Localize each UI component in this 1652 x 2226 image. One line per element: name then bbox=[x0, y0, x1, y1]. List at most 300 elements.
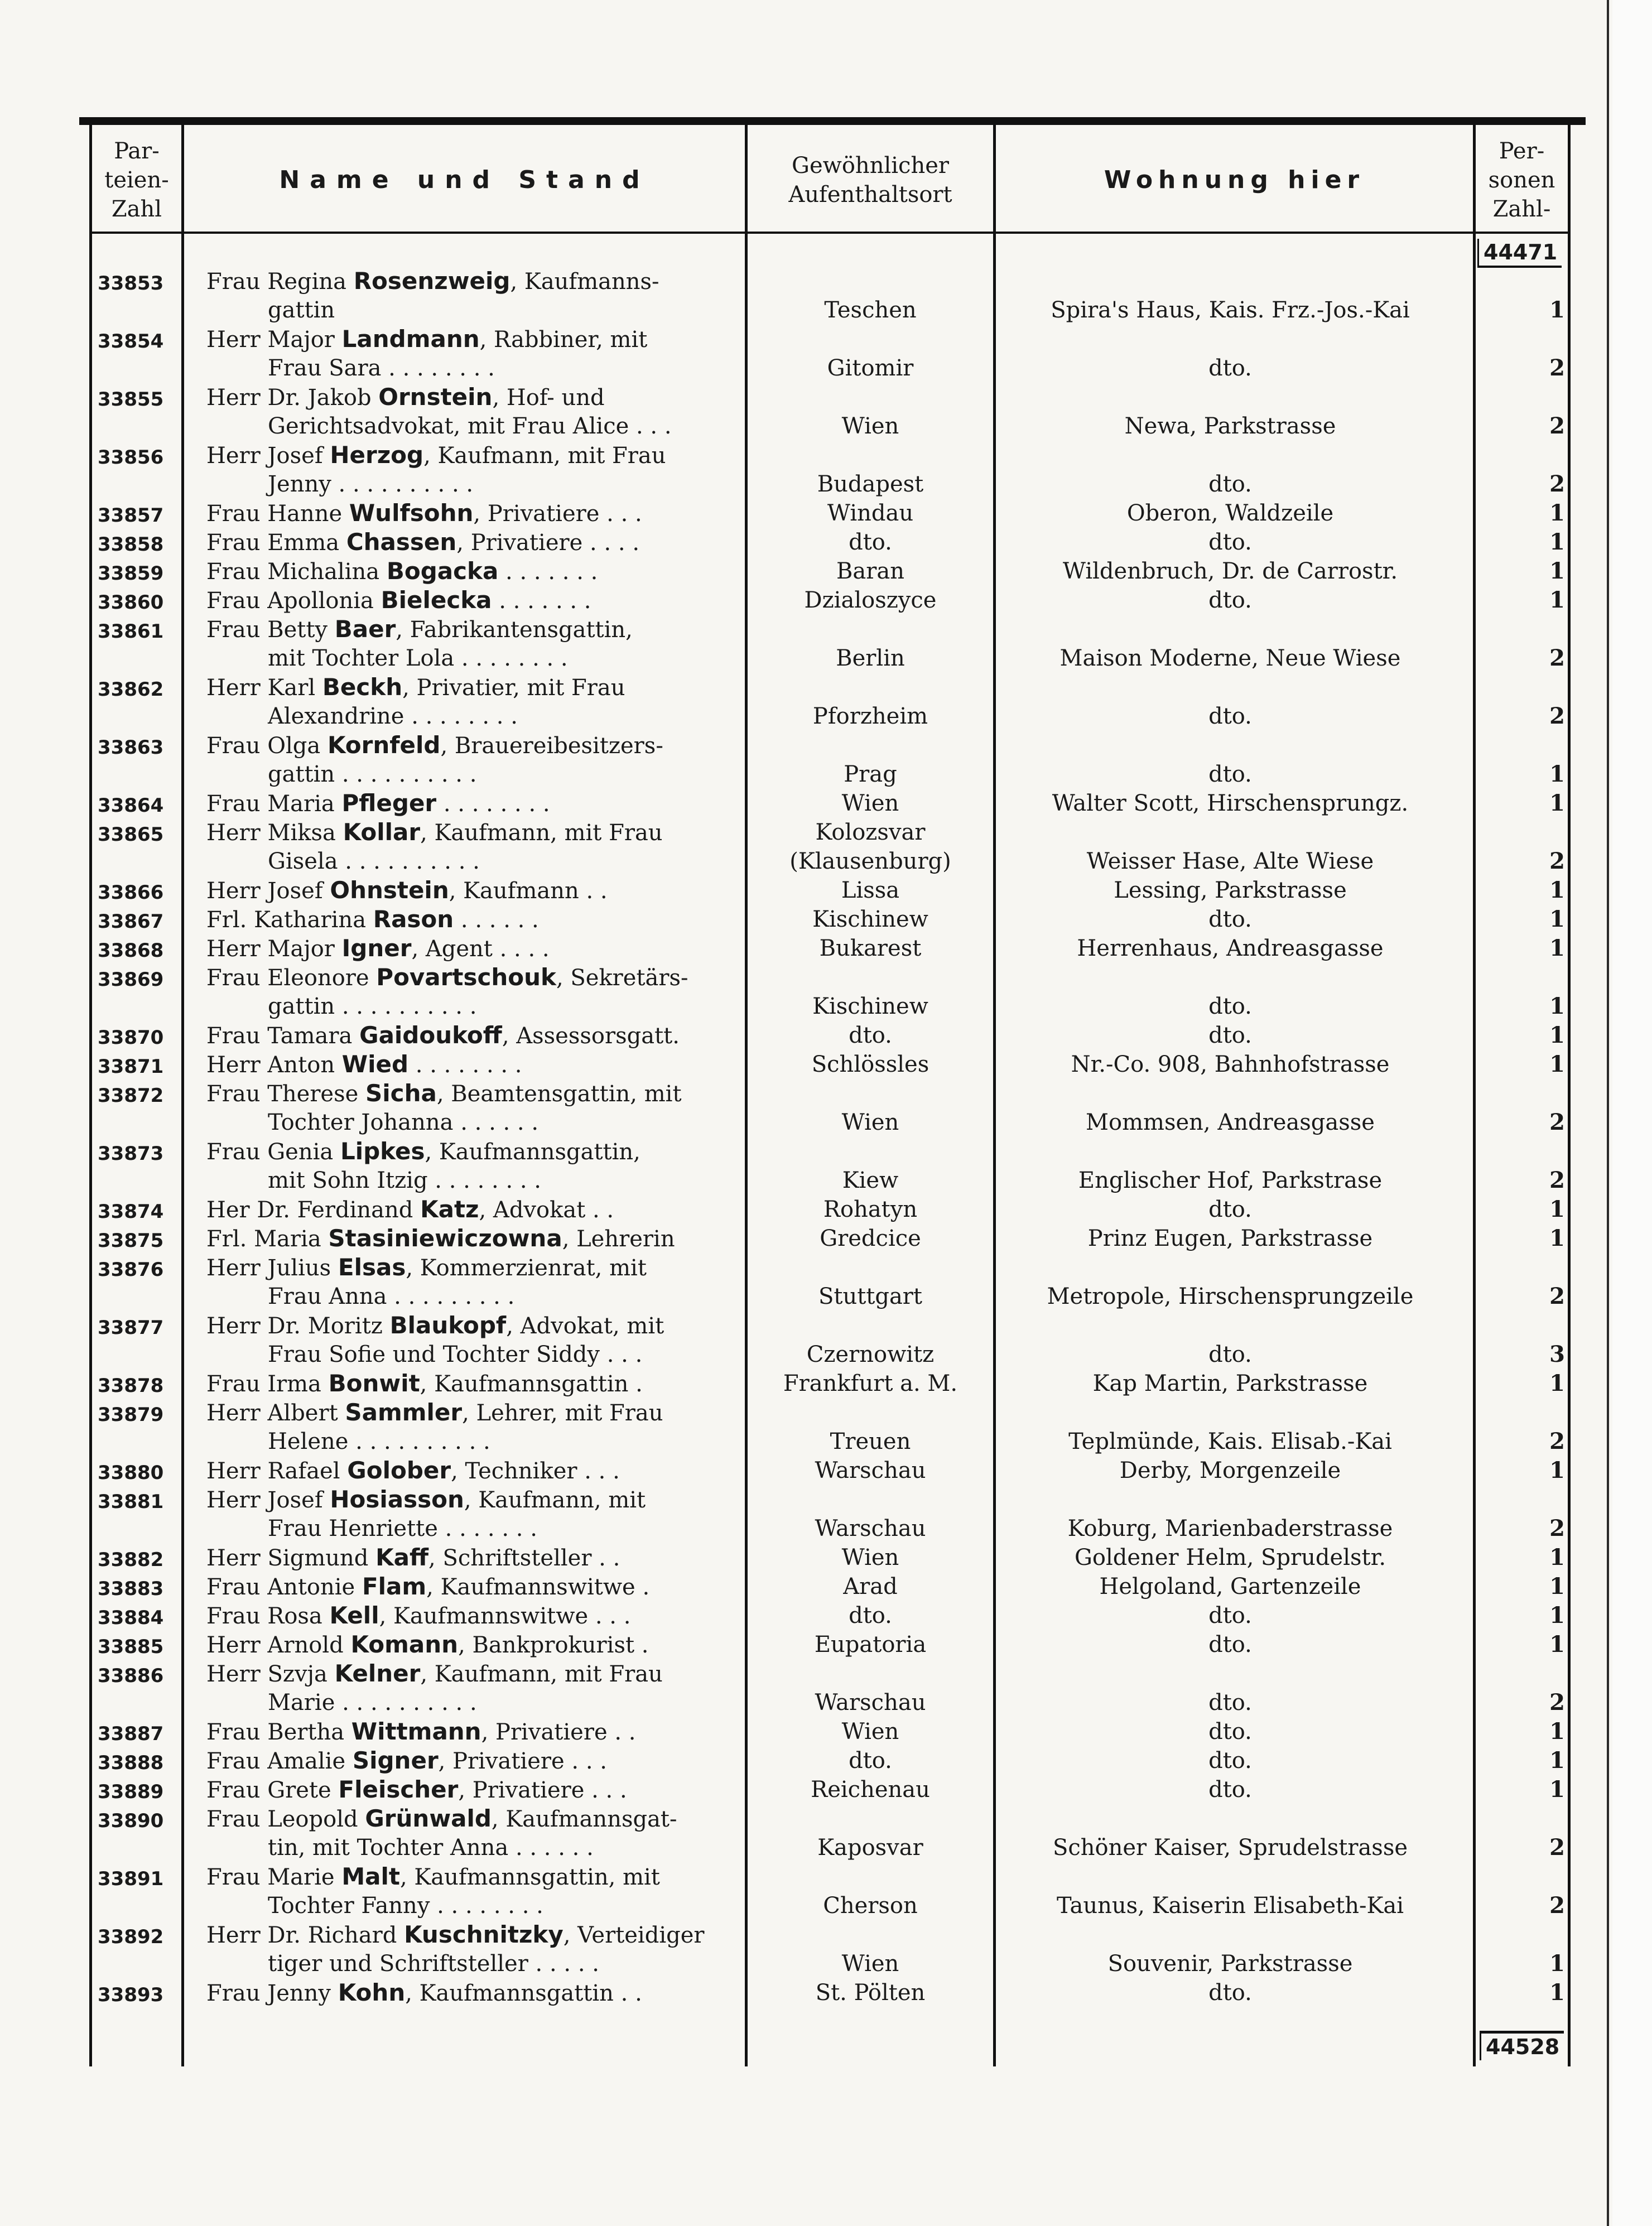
entry-name bbox=[206, 905, 539, 934]
entry-place: Kiew bbox=[842, 1168, 899, 1193]
entry-place: Kischinew bbox=[812, 907, 928, 932]
entry-surname: Kell bbox=[329, 1602, 379, 1629]
entry-place: Warschau bbox=[815, 1458, 926, 1483]
entry-number: 33890 bbox=[98, 1810, 164, 1832]
entry-address: dto. bbox=[1208, 1342, 1252, 1367]
entry-person-count: 2 bbox=[1549, 1515, 1565, 1541]
entry-title: Frau Therese bbox=[206, 1081, 366, 1107]
entry-place: Eupatoria bbox=[814, 1632, 927, 1658]
entry-surname: Bielecka bbox=[381, 586, 492, 614]
entry-role: . . . . . . . . bbox=[408, 1052, 522, 1078]
entry-number: 33889 bbox=[98, 1781, 164, 1803]
entry-name bbox=[206, 586, 591, 615]
entry-name bbox=[206, 963, 688, 992]
entry-surname: Povartschouk bbox=[376, 963, 556, 991]
entry-surname: Kohn bbox=[338, 1979, 406, 2006]
entry-place: dto. bbox=[849, 1603, 892, 1628]
entry-person-count: 2 bbox=[1549, 1834, 1565, 1861]
entry-surname: Stasiniewiczowna bbox=[328, 1225, 562, 1252]
entry-person-count: 1 bbox=[1549, 906, 1565, 932]
entry-place: Baran bbox=[836, 558, 904, 584]
entry-person-count: 1 bbox=[1549, 1631, 1565, 1658]
entry-role: . . . . . . bbox=[454, 907, 539, 933]
entry-role: . . . . . . . . bbox=[436, 791, 550, 817]
entry-title: Herr Rafael bbox=[206, 1458, 348, 1484]
entry-role: , Kaufmann, mit Frau bbox=[423, 443, 666, 469]
entry-place: Wien bbox=[841, 791, 899, 816]
entry-number: 33864 bbox=[98, 794, 164, 817]
entry-title: Herr Major bbox=[206, 936, 342, 962]
header-personen-line3: Zahl- bbox=[1492, 196, 1551, 222]
entry-person-count: 1 bbox=[1549, 1457, 1565, 1483]
entry-title: Frau Irma bbox=[206, 1371, 329, 1397]
entry-surname: Ohnstein bbox=[330, 876, 449, 904]
entry-surname: Fleischer bbox=[338, 1776, 459, 1803]
entry-title: Frau Grete bbox=[206, 1777, 339, 1803]
entry-number: 33863 bbox=[98, 736, 164, 759]
entry-place: Pforzheim bbox=[812, 704, 928, 729]
header-aufenthalt-line1: Gewöhnlicher bbox=[791, 152, 949, 179]
entry-address: dto. bbox=[1208, 1748, 1252, 1774]
entry-role: , Agent . . . . bbox=[411, 936, 550, 962]
entry-name bbox=[206, 731, 663, 760]
entry-role: , Fabrikantensgattin, bbox=[396, 617, 633, 643]
entry-number: 33877 bbox=[98, 1317, 164, 1339]
entry-person-count: 1 bbox=[1549, 500, 1565, 526]
entry-name-continuation: gattin . . . . . . . . . . bbox=[268, 762, 477, 787]
entry-place: Kischinew bbox=[812, 994, 928, 1019]
entry-address: Spira's Haus, Kais. Frz.-Jos.-Kai bbox=[1051, 297, 1410, 323]
entry-title: Herr Julius bbox=[206, 1255, 338, 1281]
entry-name-continuation: gattin . . . . . . . . . . bbox=[268, 994, 477, 1019]
entry-role: , Advokat, mit bbox=[506, 1313, 664, 1339]
entry-role: , Kaufmann . . bbox=[449, 878, 608, 904]
entry-address: dto. bbox=[1208, 1197, 1252, 1222]
entry-name-continuation: Jenny . . . . . . . . . . bbox=[268, 471, 474, 497]
entry-surname: Landmann bbox=[341, 325, 480, 353]
entry-surname: Ornstein bbox=[378, 383, 493, 411]
entry-surname: Rason bbox=[373, 905, 454, 933]
entry-name-continuation: tin, mit Tochter Anna . . . . . . bbox=[268, 1835, 594, 1861]
entry-name-continuation: Gerichtsadvokat, mit Frau Alice . . . bbox=[268, 413, 672, 439]
entry-role: , Verteidiger bbox=[563, 1923, 705, 1948]
entry-surname: Wied bbox=[341, 1051, 409, 1078]
entry-place: Lissa bbox=[841, 878, 900, 903]
entry-address: Maison Moderne, Neue Wiese bbox=[1059, 645, 1401, 671]
entry-name bbox=[206, 1224, 675, 1254]
entry-title: Frau Leopold bbox=[206, 1806, 365, 1832]
entry-number: 33876 bbox=[98, 1259, 164, 1281]
entry-person-count: 1 bbox=[1549, 1196, 1565, 1222]
entry-number: 33856 bbox=[98, 446, 164, 469]
entry-surname: Bonwit bbox=[328, 1370, 420, 1397]
entry-place: Budapest bbox=[817, 471, 924, 497]
entry-person-count: 2 bbox=[1549, 645, 1565, 671]
entry-surname: Bogacka bbox=[386, 557, 499, 585]
entry-address: dto. bbox=[1208, 907, 1252, 932]
entry-address: Oberon, Waldzeile bbox=[1126, 500, 1334, 526]
header-parteien-line1: Par- bbox=[114, 138, 160, 164]
entry-person-count: 1 bbox=[1549, 587, 1565, 613]
entry-place: Wien bbox=[841, 1545, 899, 1570]
entry-address: dto. bbox=[1208, 1632, 1252, 1658]
entry-surname: Kornfeld bbox=[327, 731, 441, 759]
entry-title: Herr Miksa bbox=[206, 820, 343, 846]
entry-name bbox=[206, 1659, 663, 1689]
entry-role: , Kaufmann, mit bbox=[464, 1487, 646, 1513]
entry-person-count: 1 bbox=[1549, 1051, 1565, 1077]
entry-person-count: 1 bbox=[1549, 790, 1565, 816]
entry-person-count: 1 bbox=[1549, 1602, 1565, 1628]
entry-title: Herr Anton bbox=[206, 1052, 342, 1078]
entry-person-count: 2 bbox=[1549, 1689, 1565, 1716]
entry-surname: Grünwald bbox=[365, 1805, 492, 1832]
entry-address: Nr.-Co. 908, Bahnhofstrasse bbox=[1071, 1052, 1390, 1077]
entry-role: , Bankprokurist . bbox=[458, 1632, 649, 1658]
entry-title: Frau Michalina bbox=[206, 559, 387, 585]
entry-address: Helgoland, Gartenzeile bbox=[1099, 1574, 1361, 1599]
entry-surname: Katz bbox=[420, 1196, 479, 1223]
entry-place: Cherson bbox=[823, 1893, 918, 1919]
entry-address: dto. bbox=[1208, 1719, 1252, 1745]
entry-role: , Kaufmannsgattin, bbox=[425, 1139, 640, 1165]
header-personen-line2: sonen bbox=[1488, 167, 1555, 193]
entry-number: 33883 bbox=[98, 1578, 164, 1600]
entry-name bbox=[206, 789, 550, 818]
entry-title: Frau Emma bbox=[206, 530, 346, 556]
entry-address: dto. bbox=[1208, 355, 1252, 381]
entry-surname: Flam bbox=[362, 1573, 427, 1600]
entry-person-count: 1 bbox=[1549, 1718, 1565, 1745]
entry-surname: Kaff bbox=[375, 1544, 429, 1571]
entry-role: , Kommerzienrat, mit bbox=[406, 1255, 647, 1281]
entry-role: , Schriftsteller . . bbox=[428, 1545, 620, 1571]
entry-role: , Privatiere . . . bbox=[473, 501, 642, 527]
entry-name bbox=[206, 876, 608, 905]
entry-title: Herr Josef bbox=[206, 1487, 330, 1513]
entry-number: 33882 bbox=[98, 1549, 164, 1571]
entry-role: , Privatiere . . bbox=[481, 1719, 636, 1745]
entry-person-count: 1 bbox=[1549, 529, 1565, 555]
entry-address: Walter Scott, Hirschensprungz. bbox=[1052, 791, 1409, 816]
entry-number: 33891 bbox=[98, 1868, 164, 1890]
entry-surname: Gaidoukoff bbox=[359, 1022, 502, 1049]
entry-number: 33855 bbox=[98, 388, 164, 411]
entry-number: 33880 bbox=[98, 1462, 164, 1484]
entry-place: Treuen bbox=[830, 1429, 911, 1454]
entry-name bbox=[206, 1543, 620, 1573]
entry-title: Herr Karl bbox=[206, 675, 322, 701]
entry-role: , Sekretärs- bbox=[556, 965, 688, 991]
entry-role: , Privatiere . . . . bbox=[456, 530, 640, 556]
entry-name bbox=[206, 1717, 636, 1747]
entry-name bbox=[206, 818, 663, 847]
entry-number: 33878 bbox=[98, 1375, 164, 1397]
entry-surname: Hosiasson bbox=[330, 1486, 464, 1513]
header-personen-line1: Per- bbox=[1499, 138, 1545, 164]
entry-address: dto. bbox=[1208, 994, 1252, 1019]
entry-address: Metropole, Hirschensprungzeile bbox=[1047, 1284, 1414, 1309]
entry-place: Windau bbox=[827, 500, 914, 526]
header-name-label: Name und Stand bbox=[279, 166, 650, 194]
entry-surname: Malt bbox=[341, 1863, 400, 1890]
entry-number: 33873 bbox=[98, 1143, 164, 1165]
entry-role: , Beamtensgattin, mit bbox=[436, 1081, 682, 1107]
entry-title: Frau Eleonore bbox=[206, 965, 377, 991]
entry-address: Koburg, Marienbaderstrasse bbox=[1067, 1516, 1393, 1541]
entry-address: Prinz Eugen, Parkstrasse bbox=[1087, 1226, 1373, 1251]
entry-place: Bukarest bbox=[819, 936, 922, 961]
entry-title: Frau Maria bbox=[206, 791, 342, 817]
entry-surname: Beckh bbox=[322, 673, 403, 701]
entry-name-continuation: Frau Henriette . . . . . . . bbox=[268, 1516, 537, 1541]
entry-title: Frl. Maria bbox=[206, 1226, 329, 1252]
entry-role: , Kaufmannsgattin . . bbox=[405, 1981, 642, 2006]
entry-person-count: 1 bbox=[1549, 1370, 1565, 1396]
entry-number: 33860 bbox=[98, 591, 164, 614]
entry-place: dto. bbox=[849, 1023, 892, 1048]
entry-place: Kaposvar bbox=[817, 1835, 923, 1861]
entry-role: , Kaufmannswitwe . . . bbox=[379, 1603, 631, 1629]
entry-role: . . . . . . . bbox=[498, 559, 598, 585]
entry-place: Wien bbox=[841, 1951, 899, 1977]
entry-name bbox=[206, 441, 666, 470]
header-parteien-line2: teien- bbox=[104, 167, 169, 193]
entry-role: , Lehrer, mit Frau bbox=[462, 1400, 663, 1426]
entry-name bbox=[206, 1572, 649, 1602]
entry-number: 33892 bbox=[98, 1926, 164, 1948]
entry-title: Frl. Katharina bbox=[206, 907, 373, 933]
entry-name bbox=[206, 1195, 614, 1225]
entry-number: 33879 bbox=[98, 1404, 164, 1426]
entry-address: dto. bbox=[1208, 1690, 1252, 1716]
entry-place: Warschau bbox=[815, 1690, 926, 1716]
entry-person-count: 1 bbox=[1549, 1979, 1565, 2006]
entry-person-count: 2 bbox=[1549, 1428, 1565, 1454]
entry-person-count: 1 bbox=[1549, 1747, 1565, 1774]
entry-role: , Brauereibesitzers- bbox=[440, 733, 663, 759]
entry-title: Herr Josef bbox=[206, 443, 330, 469]
entry-number: 33888 bbox=[98, 1752, 164, 1774]
entry-surname: Blaukopf bbox=[389, 1312, 507, 1339]
entry-person-count: 2 bbox=[1549, 1283, 1565, 1309]
entry-person-count: 1 bbox=[1549, 1776, 1565, 1803]
entry-name-continuation: mit Tochter Lola . . . . . . . . bbox=[268, 645, 568, 671]
entry-name-continuation: gattin bbox=[268, 297, 335, 323]
entry-surname: Komann bbox=[350, 1631, 459, 1658]
entry-role: , Kaufmannsgat- bbox=[491, 1806, 677, 1832]
entry-place: Gitomir bbox=[827, 355, 914, 381]
entry-person-count: 1 bbox=[1549, 877, 1565, 903]
entry-surname: Sammler bbox=[345, 1399, 463, 1426]
entry-title: Frau Regina bbox=[206, 269, 354, 295]
entry-name bbox=[206, 557, 598, 586]
entry-address: Wildenbruch, Dr. de Carrostr. bbox=[1062, 558, 1398, 584]
entry-role: , Advokat . . bbox=[479, 1197, 614, 1223]
entry-address: dto. bbox=[1208, 587, 1252, 613]
entry-person-count: 3 bbox=[1549, 1341, 1565, 1367]
entry-surname: Lipkes bbox=[340, 1138, 425, 1165]
entry-title: Herr Josef bbox=[206, 878, 330, 904]
entry-number: 33884 bbox=[98, 1607, 164, 1629]
entry-title: Herr Albert bbox=[206, 1400, 345, 1426]
entry-number: 33869 bbox=[98, 969, 164, 991]
entry-place: Gredcice bbox=[820, 1226, 921, 1251]
entry-title: Frau Tamara bbox=[206, 1023, 360, 1049]
entry-place: Stuttgart bbox=[818, 1284, 923, 1309]
entry-title: Frau Marie bbox=[206, 1864, 342, 1890]
entry-surname: Elsas bbox=[338, 1254, 406, 1281]
entry-surname: Kollar bbox=[343, 818, 421, 846]
entry-number: 33872 bbox=[98, 1085, 164, 1107]
entry-name bbox=[206, 1978, 642, 2008]
entry-person-count: 1 bbox=[1549, 1022, 1565, 1048]
entry-title: Her Dr. Ferdinand bbox=[206, 1197, 421, 1223]
entry-name bbox=[206, 615, 633, 644]
entry-place: Reichenau bbox=[811, 1777, 930, 1803]
entry-person-count: 2 bbox=[1549, 703, 1565, 729]
entry-role: , Privatiere . . . bbox=[438, 1748, 607, 1774]
entry-place: St. Pölten bbox=[815, 1980, 926, 2006]
entry-title: Herr Arnold bbox=[206, 1632, 351, 1658]
entry-role: , Hof- und bbox=[492, 385, 605, 411]
entry-role: , Techniker . . . bbox=[451, 1458, 620, 1484]
entry-person-count: 2 bbox=[1549, 848, 1565, 874]
entry-number: 33885 bbox=[98, 1636, 164, 1658]
entry-address: Lessing, Parkstrasse bbox=[1114, 878, 1347, 903]
entry-role: , Privatier, mit Frau bbox=[402, 675, 625, 701]
entry-surname: Pfleger bbox=[341, 789, 437, 817]
entry-title: Frau Amalie bbox=[206, 1748, 353, 1774]
entry-person-count: 1 bbox=[1549, 761, 1565, 787]
entry-address: dto. bbox=[1208, 1777, 1252, 1803]
entry-address: dto. bbox=[1208, 529, 1252, 555]
entry-place: Rohatyn bbox=[823, 1197, 918, 1222]
entry-name-continuation: Tochter Johanna . . . . . . bbox=[268, 1110, 539, 1135]
entry-title: Herr Dr. Jakob bbox=[206, 385, 379, 411]
entry-title: Herr Szvja bbox=[206, 1661, 335, 1687]
entry-title: Frau Jenny bbox=[206, 1981, 338, 2006]
entry-name-continuation: Tochter Fanny . . . . . . . . bbox=[268, 1893, 543, 1919]
entry-role: , Kaufmannsgattin . bbox=[420, 1371, 643, 1397]
entry-surname: Baer bbox=[334, 615, 396, 643]
entry-place: Frankfurt a. M. bbox=[783, 1371, 958, 1396]
entry-name bbox=[206, 1021, 680, 1051]
entry-person-count: 2 bbox=[1549, 1109, 1565, 1135]
entry-place: Wien bbox=[841, 413, 899, 439]
entry-address: Taunus, Kaiserin Elisabeth-Kai bbox=[1056, 1893, 1404, 1919]
entry-place: dto. bbox=[849, 529, 892, 555]
entry-role: , Lehrerin bbox=[562, 1226, 675, 1252]
entry-name bbox=[206, 1079, 682, 1109]
entry-place: Wien bbox=[841, 1110, 899, 1135]
entry-role: , Assessorsgatt. bbox=[502, 1023, 680, 1049]
entry-name bbox=[206, 267, 659, 296]
entry-role: . . . . . . . bbox=[492, 588, 591, 614]
entry-name bbox=[206, 1050, 522, 1080]
entry-title: Frau Betty bbox=[206, 617, 335, 643]
entry-person-count: 1 bbox=[1549, 297, 1565, 323]
entry-title: Frau Apollonia bbox=[206, 588, 381, 614]
entry-name bbox=[206, 1746, 607, 1776]
entry-address: Herrenhaus, Andreasgasse bbox=[1077, 936, 1384, 961]
entry-name bbox=[206, 1862, 660, 1892]
entry-name bbox=[206, 1485, 646, 1515]
entry-name bbox=[206, 1601, 630, 1631]
header-parteien-line3: Zahl bbox=[111, 196, 162, 222]
entry-name-continuation: mit Sohn Itzig . . . . . . . . bbox=[268, 1168, 542, 1193]
entry-name bbox=[206, 1920, 705, 1950]
entry-surname: Kuschnitzky bbox=[404, 1921, 563, 1948]
entry-place: Warschau bbox=[815, 1516, 926, 1541]
entry-title: Frau Bertha bbox=[206, 1719, 351, 1745]
entry-name bbox=[206, 1137, 640, 1167]
entry-surname: Rosenzweig bbox=[353, 267, 510, 295]
entry-address: dto. bbox=[1208, 471, 1252, 497]
entry-place: Czernowitz bbox=[806, 1342, 935, 1367]
entry-title: Frau Olga bbox=[206, 733, 327, 759]
entry-name bbox=[206, 383, 605, 412]
entry-address: Newa, Parkstrasse bbox=[1124, 413, 1336, 439]
entry-title: Herr Dr. Moritz bbox=[206, 1313, 390, 1339]
entry-person-count: 2 bbox=[1549, 471, 1565, 497]
entry-surname: Golober bbox=[347, 1457, 451, 1484]
entry-name bbox=[206, 499, 642, 528]
entry-name-continuation: Alexandrine . . . . . . . . bbox=[268, 704, 518, 729]
entry-number: 33887 bbox=[98, 1723, 164, 1745]
entry-number: 33861 bbox=[98, 620, 164, 643]
entry-surname: Wittmann bbox=[351, 1718, 481, 1745]
entry-name bbox=[206, 1311, 664, 1341]
entry-place: Berlin bbox=[836, 645, 905, 671]
entry-name-continuation: Frau Anna . . . . . . . . . bbox=[268, 1284, 515, 1309]
entry-title: Herr Major bbox=[206, 327, 342, 353]
entry-number: 33871 bbox=[98, 1056, 164, 1078]
entry-address: dto. bbox=[1208, 1023, 1252, 1048]
entry-name bbox=[206, 673, 625, 702]
entry-place: Schlössles bbox=[811, 1052, 929, 1077]
entry-address: Teplmünde, Kais. Elisab.-Kai bbox=[1068, 1429, 1392, 1454]
entry-name bbox=[206, 1398, 663, 1428]
header-aufenthalt-line2: Aufenthaltsort bbox=[788, 181, 952, 208]
entry-place-detail: (Klausenburg) bbox=[789, 849, 951, 874]
entry-number: 33874 bbox=[98, 1201, 164, 1223]
carried-over-total: 44471 bbox=[1477, 239, 1562, 268]
entry-person-count: 2 bbox=[1549, 1892, 1565, 1919]
entry-surname: Herzog bbox=[330, 441, 424, 469]
entry-address: Englischer Hof, Parkstrase bbox=[1078, 1168, 1383, 1193]
entry-person-count: 1 bbox=[1549, 1573, 1565, 1599]
entry-name bbox=[206, 1369, 643, 1399]
entry-role: , Kaufmanns- bbox=[510, 269, 659, 295]
entry-person-count: 1 bbox=[1549, 1225, 1565, 1251]
entry-address: Kap Martin, Parkstrasse bbox=[1092, 1371, 1368, 1396]
entry-title: Frau Rosa bbox=[206, 1603, 330, 1629]
entry-surname: Igner bbox=[341, 934, 412, 962]
entry-number: 33870 bbox=[98, 1027, 164, 1049]
entry-address: Mommsen, Andreasgasse bbox=[1086, 1110, 1375, 1135]
entry-place: Prag bbox=[844, 762, 897, 787]
entry-number: 33893 bbox=[98, 1984, 164, 2006]
entry-person-count: 1 bbox=[1549, 993, 1565, 1019]
entry-title: Frau Genia bbox=[206, 1139, 340, 1165]
entry-number: 33867 bbox=[98, 910, 164, 933]
entry-name bbox=[206, 1456, 620, 1486]
entry-name bbox=[206, 1804, 677, 1834]
entry-address: Schöner Kaiser, Sprudelstrasse bbox=[1052, 1835, 1408, 1861]
entry-role: , Kaufmannsgattin, mit bbox=[399, 1864, 660, 1890]
entry-name-continuation: Gisela . . . . . . . . . . bbox=[268, 849, 480, 874]
